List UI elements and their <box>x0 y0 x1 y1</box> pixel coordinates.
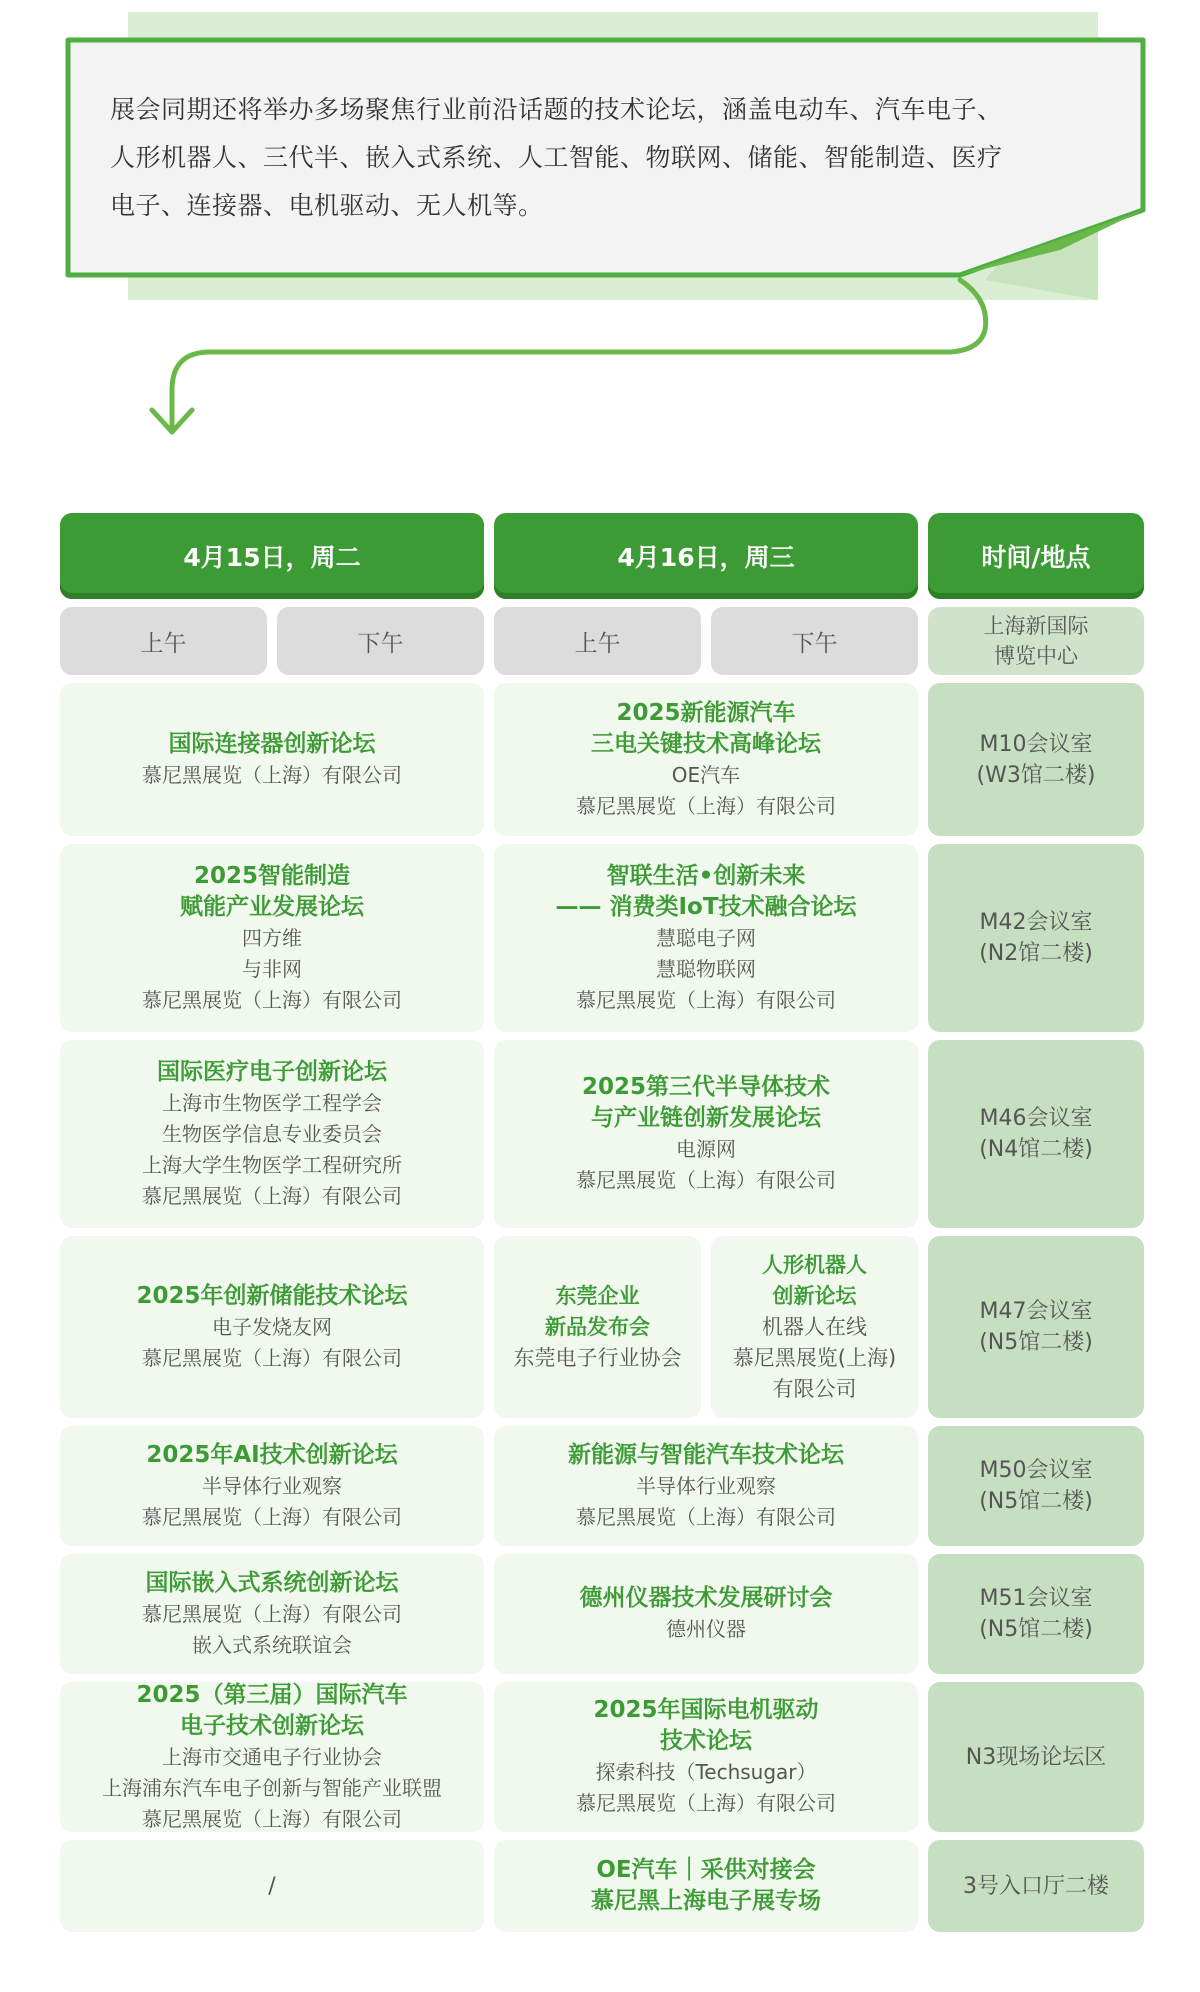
location-cell <box>928 1682 1144 1832</box>
intro-line: 展会同期还将举办多场聚焦行业前沿话题的技术论坛，涵盖电动车、汽车电子、 <box>110 95 1003 124</box>
period-day2-am: 上午 <box>494 607 701 675</box>
intro-speech-box <box>0 0 1200 560</box>
forum-organizer: OE汽车 <box>671 762 741 787</box>
forum-organizer: 慧聪物联网 <box>656 956 756 981</box>
forum-organizer: 慕尼黑展览（上海）有限公司 <box>142 1504 402 1529</box>
intro-line: 电子、连接器、电机驱动、无人机等。 <box>110 191 544 220</box>
venue-line: 博览中心 <box>994 644 1078 668</box>
room-hall: (N5馆二楼) <box>979 1489 1093 1514</box>
forum-title: 德州仪器技术发展研讨会 <box>579 1585 833 1611</box>
room-hall: (N2馆二楼) <box>979 941 1093 966</box>
header-location: 时间/地点 <box>928 513 1144 599</box>
empty-slot-mark: / <box>268 1873 276 1899</box>
forum-organizer: 慧聪电子网 <box>656 925 756 950</box>
forum-organizer: 慕尼黑展览（上海）有限公司 <box>142 1806 402 1831</box>
forum-organizer: 慕尼黑展览（上海）有限公司 <box>576 987 836 1012</box>
forum-schedule-table <box>60 513 1138 1932</box>
venue-line: 上海新国际 <box>983 614 1089 638</box>
forum-cell <box>60 1554 484 1674</box>
forum-title: 国际嵌入式系统创新论坛 <box>145 1569 399 1596</box>
forum-organizer: 慕尼黑展览（上海）有限公司 <box>576 1791 836 1815</box>
forum-title: 国际医疗电子创新论坛 <box>157 1058 387 1085</box>
forum-organizer: 上海浦东汽车电子创新与智能产业联盟 <box>102 1775 442 1800</box>
forum-organizer: 慕尼黑展览（上海）有限公司 <box>142 762 402 787</box>
forum-title: 电子技术创新论坛 <box>180 1712 364 1739</box>
forum-title: 赋能产业发展论坛 <box>180 893 364 920</box>
forum-organizer: 机器人在线 <box>762 1314 867 1339</box>
forum-title: 2025第三代半导体技术 <box>581 1074 830 1100</box>
room-hall: (W3馆二楼) <box>976 762 1096 788</box>
forum-organizer: 嵌入式系统联谊会 <box>192 1632 352 1657</box>
forum-title: 国际连接器创新论坛 <box>168 730 376 757</box>
forum-organizer: 上海市生物医学工程学会 <box>162 1090 382 1115</box>
forum-organizer: 慕尼黑展览（上海）有限公司 <box>576 1504 836 1529</box>
forum-title: 三电关键技术高峰论坛 <box>591 730 821 757</box>
header-day1: 4月15日，周二 <box>60 513 484 599</box>
forum-cell <box>60 1236 484 1418</box>
forum-title: 技术论坛 <box>660 1728 752 1754</box>
forum-organizer: 德州仪器 <box>666 1617 746 1641</box>
forum-title: 2025年创新储能技术论坛 <box>136 1282 408 1309</box>
forum-cell <box>60 844 484 1032</box>
room-name: M47会议室 <box>979 1299 1093 1324</box>
location-cell <box>928 1236 1144 1418</box>
forum-organizer: 电子发烧友网 <box>212 1314 332 1339</box>
forum-organizer: 半导体行业观察 <box>202 1473 342 1498</box>
room-name: N3现场论坛区 <box>965 1744 1107 1770</box>
forum-title: —— 消费类IoT技术融合论坛 <box>555 893 857 920</box>
forum-organizer: 有限公司 <box>772 1376 857 1401</box>
forum-cell <box>60 1426 484 1546</box>
location-cell <box>928 844 1144 1032</box>
forum-cell <box>494 683 918 836</box>
forum-cell <box>60 1040 484 1228</box>
forum-organizer: 慕尼黑展览（上海）有限公司 <box>142 987 402 1012</box>
period-day1-pm: 下午 <box>277 607 484 675</box>
period-day1-am: 上午 <box>60 607 267 675</box>
forum-organizer: 慕尼黑展览（上海）有限公司 <box>142 1601 402 1626</box>
forum-organizer: 上海市交通电子行业协会 <box>162 1744 382 1769</box>
forum-organizer: 生物医学信息专业委员会 <box>162 1121 382 1146</box>
forum-title: 2025新能源汽车 <box>616 699 796 726</box>
room-name: M10会议室 <box>979 731 1093 757</box>
header-day2: 4月16日，周三 <box>494 513 918 599</box>
room-hall: (N5馆二楼) <box>979 1330 1093 1355</box>
venue-name <box>928 607 1144 675</box>
forum-organizer: 慕尼黑展览(上海) <box>732 1345 897 1370</box>
forum-cell <box>494 1840 918 1932</box>
forum-cell-empty <box>60 1840 484 1932</box>
forum-title: 与产业链创新发展论坛 <box>591 1105 821 1131</box>
forum-title: 智联生活•创新未来 <box>606 862 806 889</box>
forum-cell <box>494 1426 918 1546</box>
forum-cell-pm <box>711 1236 918 1418</box>
forum-cell <box>494 1554 918 1674</box>
room-name: M42会议室 <box>979 910 1093 935</box>
period-day2-pm: 下午 <box>711 607 918 675</box>
forum-organizer: 电源网 <box>676 1137 736 1161</box>
location-cell <box>928 683 1144 836</box>
forum-organizer: 慕尼黑展览（上海）有限公司 <box>142 1183 402 1208</box>
room-name: M46会议室 <box>979 1106 1093 1131</box>
location-cell <box>928 1840 1144 1932</box>
forum-cell <box>494 1040 918 1228</box>
forum-title: 创新论坛 <box>772 1283 857 1308</box>
forum-title: 人形机器人 <box>762 1252 867 1277</box>
room-name: M51会议室 <box>979 1586 1093 1611</box>
forum-title: 2025年AI技术创新论坛 <box>146 1441 398 1468</box>
forum-title: 慕尼黑上海电子展专场 <box>591 1888 821 1914</box>
intro-line: 人形机器人、三代半、嵌入式系统、人工智能、物联网、储能、智能制造、医疗 <box>110 143 1003 172</box>
forum-title: 新品发布会 <box>545 1314 650 1339</box>
forum-cell <box>60 683 484 836</box>
forum-cell <box>60 1682 484 1832</box>
forum-title: 2025智能制造 <box>193 862 350 889</box>
forum-cell <box>494 1682 918 1832</box>
room-hall: (N4馆二楼) <box>979 1137 1093 1162</box>
room-hall: (N5馆二楼) <box>979 1617 1093 1642</box>
room-name: 3号入口厅二楼 <box>963 1873 1109 1899</box>
forum-organizer: 四方维 <box>242 925 302 950</box>
location-cell <box>928 1554 1144 1674</box>
forum-title: 新能源与智能汽车技术论坛 <box>568 1441 844 1468</box>
forum-cell-am <box>494 1236 701 1418</box>
connector-line <box>172 280 986 430</box>
forum-organizer: 半导体行业观察 <box>636 1473 776 1498</box>
forum-title: OE汽车｜采供对接会 <box>596 1857 816 1883</box>
forum-title: 东莞企业 <box>555 1283 640 1308</box>
forum-organizer: 探索科技（Techsugar） <box>595 1760 817 1784</box>
forum-organizer: 东莞电子行业协会 <box>513 1345 682 1370</box>
forum-organizer: 慕尼黑展览（上海）有限公司 <box>576 1168 836 1192</box>
forum-title: 2025年国际电机驱动 <box>593 1697 819 1723</box>
intro-paragraph <box>110 86 1120 230</box>
location-cell <box>928 1040 1144 1228</box>
forum-organizer: 与非网 <box>242 956 302 981</box>
room-name: M50会议室 <box>979 1458 1093 1483</box>
forum-organizer: 慕尼黑展览（上海）有限公司 <box>576 793 836 818</box>
location-cell <box>928 1426 1144 1546</box>
forum-title: 2025（第三届）国际汽车 <box>136 1681 408 1708</box>
forum-cell <box>494 844 918 1032</box>
forum-organizer: 慕尼黑展览（上海）有限公司 <box>142 1345 402 1370</box>
forum-organizer: 上海大学生物医学工程研究所 <box>142 1152 402 1177</box>
